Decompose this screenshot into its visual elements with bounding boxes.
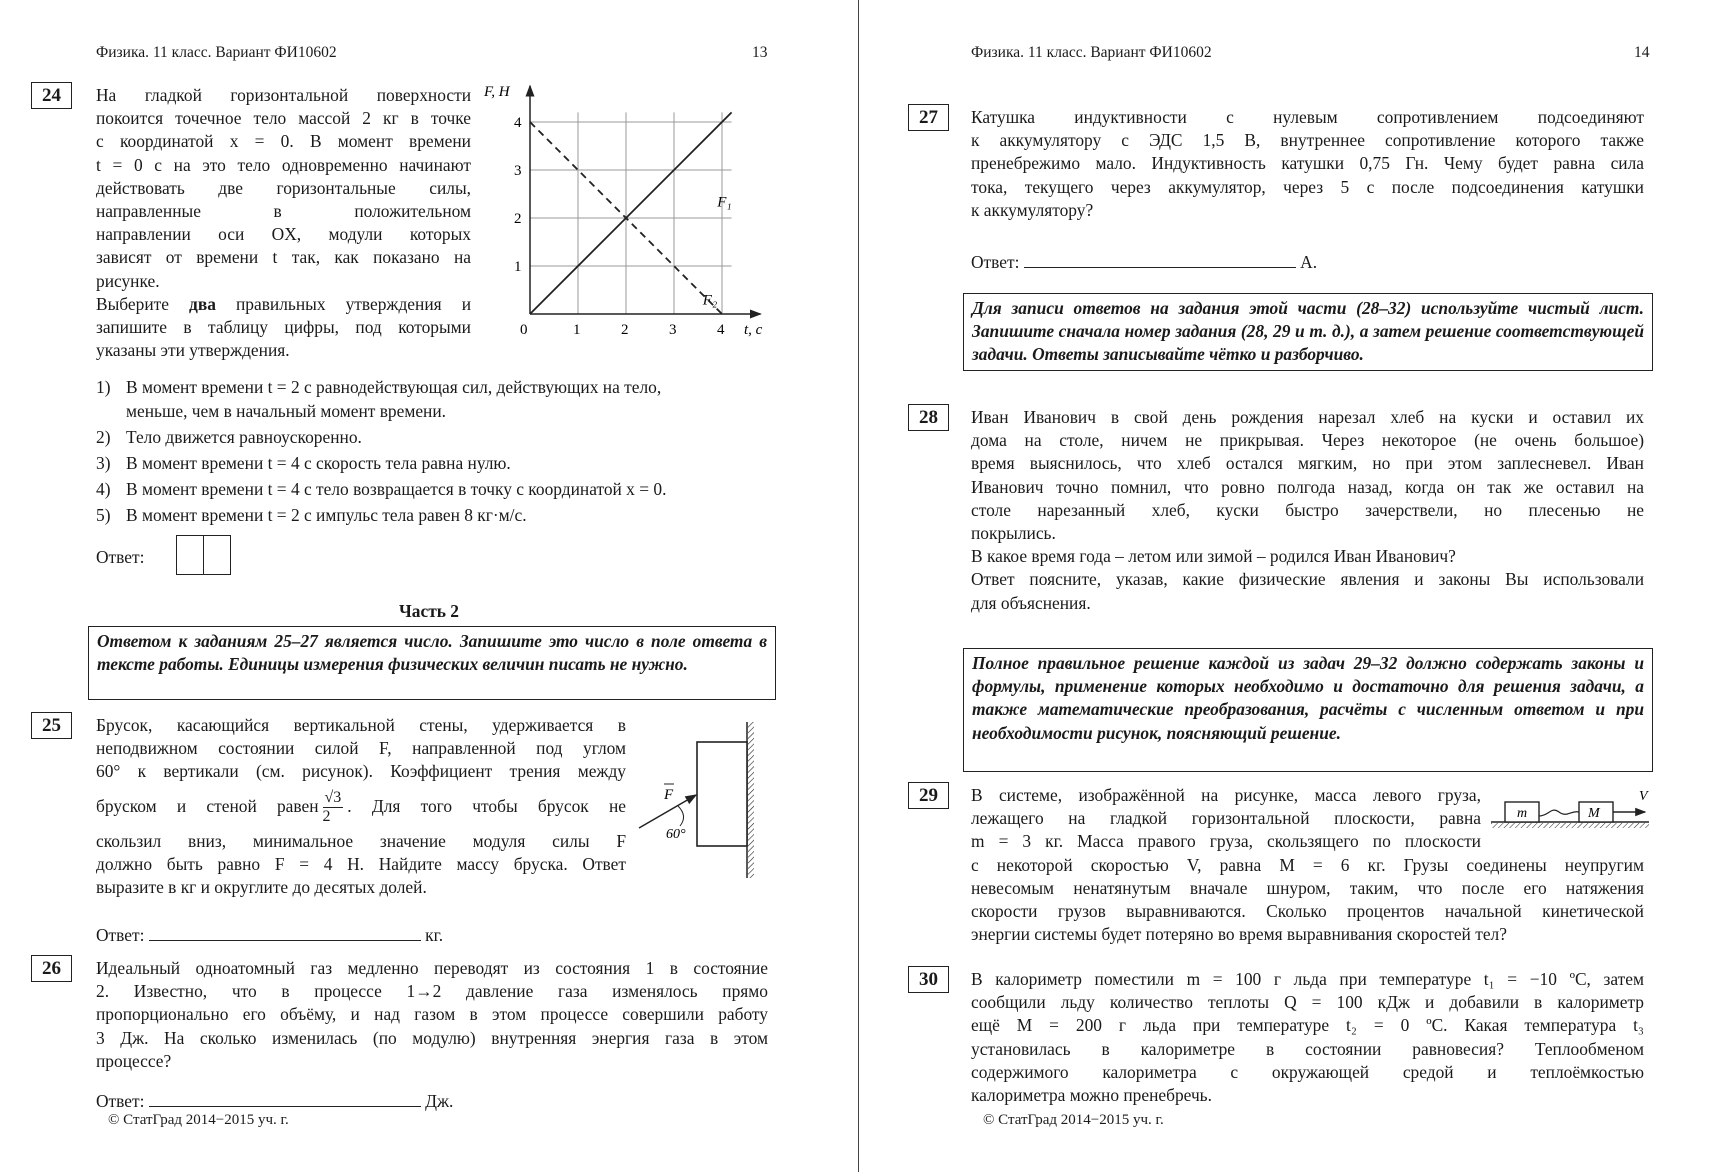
page-right [859,0,1716,1172]
answer-26: Ответ: Дж. [96,1088,453,1113]
force-label: F [664,787,674,803]
page-number: 14 [1634,44,1650,61]
y-axis-label: F, Н [484,84,510,100]
svg-text:m: m [1517,806,1528,821]
task-26-text: Идеальный одноатомный газ медленно переводят из состояния 1 в состояние 2. Известно, что в процессе 1→2 давление газа изменялось прямо пропорционально его объёму, и над газом в этом процессе совершили работу 3 Дж. На сколько изменилась (по модулю) внутренняя энергия газа в этом процессе? [96,958,768,1071]
option-2: 2) Тело движется равноускоренно. [96,427,362,447]
angle-label: 60° [666,827,686,842]
option-1-cont: меньше, чем в начальный момент времени. [126,401,447,421]
task-number-26: 26 [31,955,72,982]
block [697,742,747,846]
series-line-1 [530,112,732,314]
y-tick-label: 3 [514,163,522,179]
x-tick-label: 2 [621,322,629,338]
page-header: Физика. 11 класс. Вариант ФИ10602 [96,44,337,61]
part-2-instruction-box: Ответом к заданиям 25–27 является число. Запишите это число в поле ответа в тексте работы. Единицы измерения физических величин писать не нужно. [88,626,776,700]
svg-text:M: M [1588,806,1600,821]
task-number-30: 30 [908,966,949,993]
page-number: 13 [752,44,768,61]
answer-cell-1[interactable] [176,535,204,575]
bold-word: два [189,293,216,314]
task-number-27: 27 [908,104,949,131]
instruction-box-29-32: Полное правильное решение каждой из задач 29–32 должно содержать законы и формулы, применение которых необходимо и достаточно для решения задачи, а также математические преобразования, расчёты с численным ответом и при необходимости рисунок, поясняющий решение. [963,648,1653,772]
task-number-29: 29 [908,782,949,809]
x-tick-label: 0 [520,322,528,338]
series-label-2: F₂ [702,292,718,309]
series-label-1: F₁ [717,194,732,211]
x-tick-label: 3 [669,322,677,338]
task-27-text: Катушка индуктивности с нулевым сопротивлением подсоединяют к аккумулятору с ЭДС 1,5 В, внутреннее сопротивление которого также пренебрежимо мало. Индуктивность катушки 0,75 Гн. Чему будет равна сила тока, текущего через аккумулятор, через 5 с после подсоединения катушки к аккумулятору? [971,107,1644,220]
answer-25: Ответ: кг. [96,922,443,947]
answer-field-25[interactable] [149,922,421,941]
force-time-chart [470,78,770,338]
task-number-28: 28 [908,404,949,431]
two-masses-diagram [1489,786,1659,834]
task-30-text: В калориметр поместили m = 100 г льда при температуре t₁ = −10 ºС, затем сообщили льду количество теплоты Q = 100 кДж и добавили в калориметр ещё M = 200 г льда при температуре t₂ = 0 ºС. Какая температура t₃ установилась в калориметре в состоянии равновесия? Теплообменом содержимого калориметра с окружающей средой и теплоёмкостью калориметра можно пренебречь. [971,969,1644,1106]
page-header: Физика. 11 класс. Вариант ФИ10602 [971,44,1212,61]
answer-label-24: Ответ: [96,547,145,567]
task-number-25: 25 [31,712,72,739]
svg-text:V: V [1639,789,1648,804]
footer-right: © СтатГрад 2014−2015 уч. г. [983,1112,1164,1128]
task-28-text: Иван Иванович в свой день рождения нарезал хлеб на куски и оставил их дома на столе, ничем не прикрывая. Через некоторое (не очень большое) время выяснилось, что хлеб остался мягким, но при этом заплесневел. Иван Иванович точно помнил, что ровно полгода назад, когда он так же оставил на столе нарезанный хлеб, куски быстро зачерствели, но плесенью не покрылись. В какое время года – летом или зимой – родился Иван Иванович? Ответ поясните, указав, какие физические явления и законы Вы использовали для объяснения. [971,407,1644,613]
answer-field-27[interactable] [1024,249,1296,268]
x-tick-label: 1 [573,322,581,338]
option-1: 1) В момент времени t = 2 с равнодействующая сил, действующих на тело, [96,377,662,397]
option-4: 4) В момент времени t = 4 с тело возвращается в точку с координатой x = 0. [96,479,667,499]
answer-27: Ответ: А. [971,249,1317,274]
block-wall-diagram [636,720,766,880]
part-2-title: Часть 2 [399,601,459,621]
y-tick-label: 1 [514,259,522,275]
footer-left: © СтатГрад 2014−2015 уч. г. [108,1112,289,1128]
task-24-text: На гладкой горизонтальной поверхности покоится точечное тело массой 2 кг в точке с координатой x = 0. В момент времени t = 0 с на это тело одновременно начинают действовать две горизонтальные силы, направленные в положительном направлении оси OX, модули которых зависят от времени t так, как показано на рисунке. Выберите два правильных утверждения и запишите в таблицу цифры, под которыми указаны эти утверждения. [96,85,471,361]
option-5: 5) В момент времени t = 2 с импульс тела равен 8 кг·м/с. [96,505,527,525]
option-3: 3) В момент времени t = 4 с скорость тела равна нулю. [96,453,511,473]
y-tick-label: 2 [514,211,522,227]
x-tick-label: 4 [717,322,725,338]
instruction-box-28-32: Для записи ответов на задания этой части (28–32) используйте чистый лист. Запишите сначала номер задания (28, 29 и т. д.), а затем решение соответствующей задачи. Ответы записывайте чётко и разборчиво. [963,293,1653,371]
wall-hatch [748,722,754,878]
answer-field-26[interactable] [149,1088,421,1107]
task-25-text: Брусок, касающийся вертикальной стены, удерживается в неподвижном состоянии силой F, направленной под углом 60° к вертикали (см. рисунок). Коэффициент трения между бруском и стеной равен $\frac{√3}{2}$ . Для того чтобы брусок не скользил вниз, минимальное значение модуля силы F должно быть равно F = 4 Н. Найдите массу бруска. Ответ выразите в кг и округлите до десятых долей. [96,715,626,898]
task-number-24: 24 [31,82,72,109]
task-24-options [96,376,666,530]
answer-cell-2[interactable] [203,535,231,575]
task-29-text: В системе, изображённой на рисунке, масса левого груза, лежащего на гладкой горизонтальной плоскости, равна m = 3 кг. Масса правого груза, скользящего по плоскости с некоторой скоростью V, равна M = 6 кг. Грузы соединены неупругим невесомым ненатянутым вначале шнуром, таким, что после его натяжения скорости грузов выравниваются. Сколько процентов начальной кинетической энергии системы будет потеряно во время выравнивания скоростей тел? [971,785,1644,945]
string [1539,810,1579,816]
y-tick-label: 4 [514,115,522,131]
x-axis-label: t, c [744,322,763,338]
friction-fraction: $\frac{√3}{2}$ [322,789,342,826]
